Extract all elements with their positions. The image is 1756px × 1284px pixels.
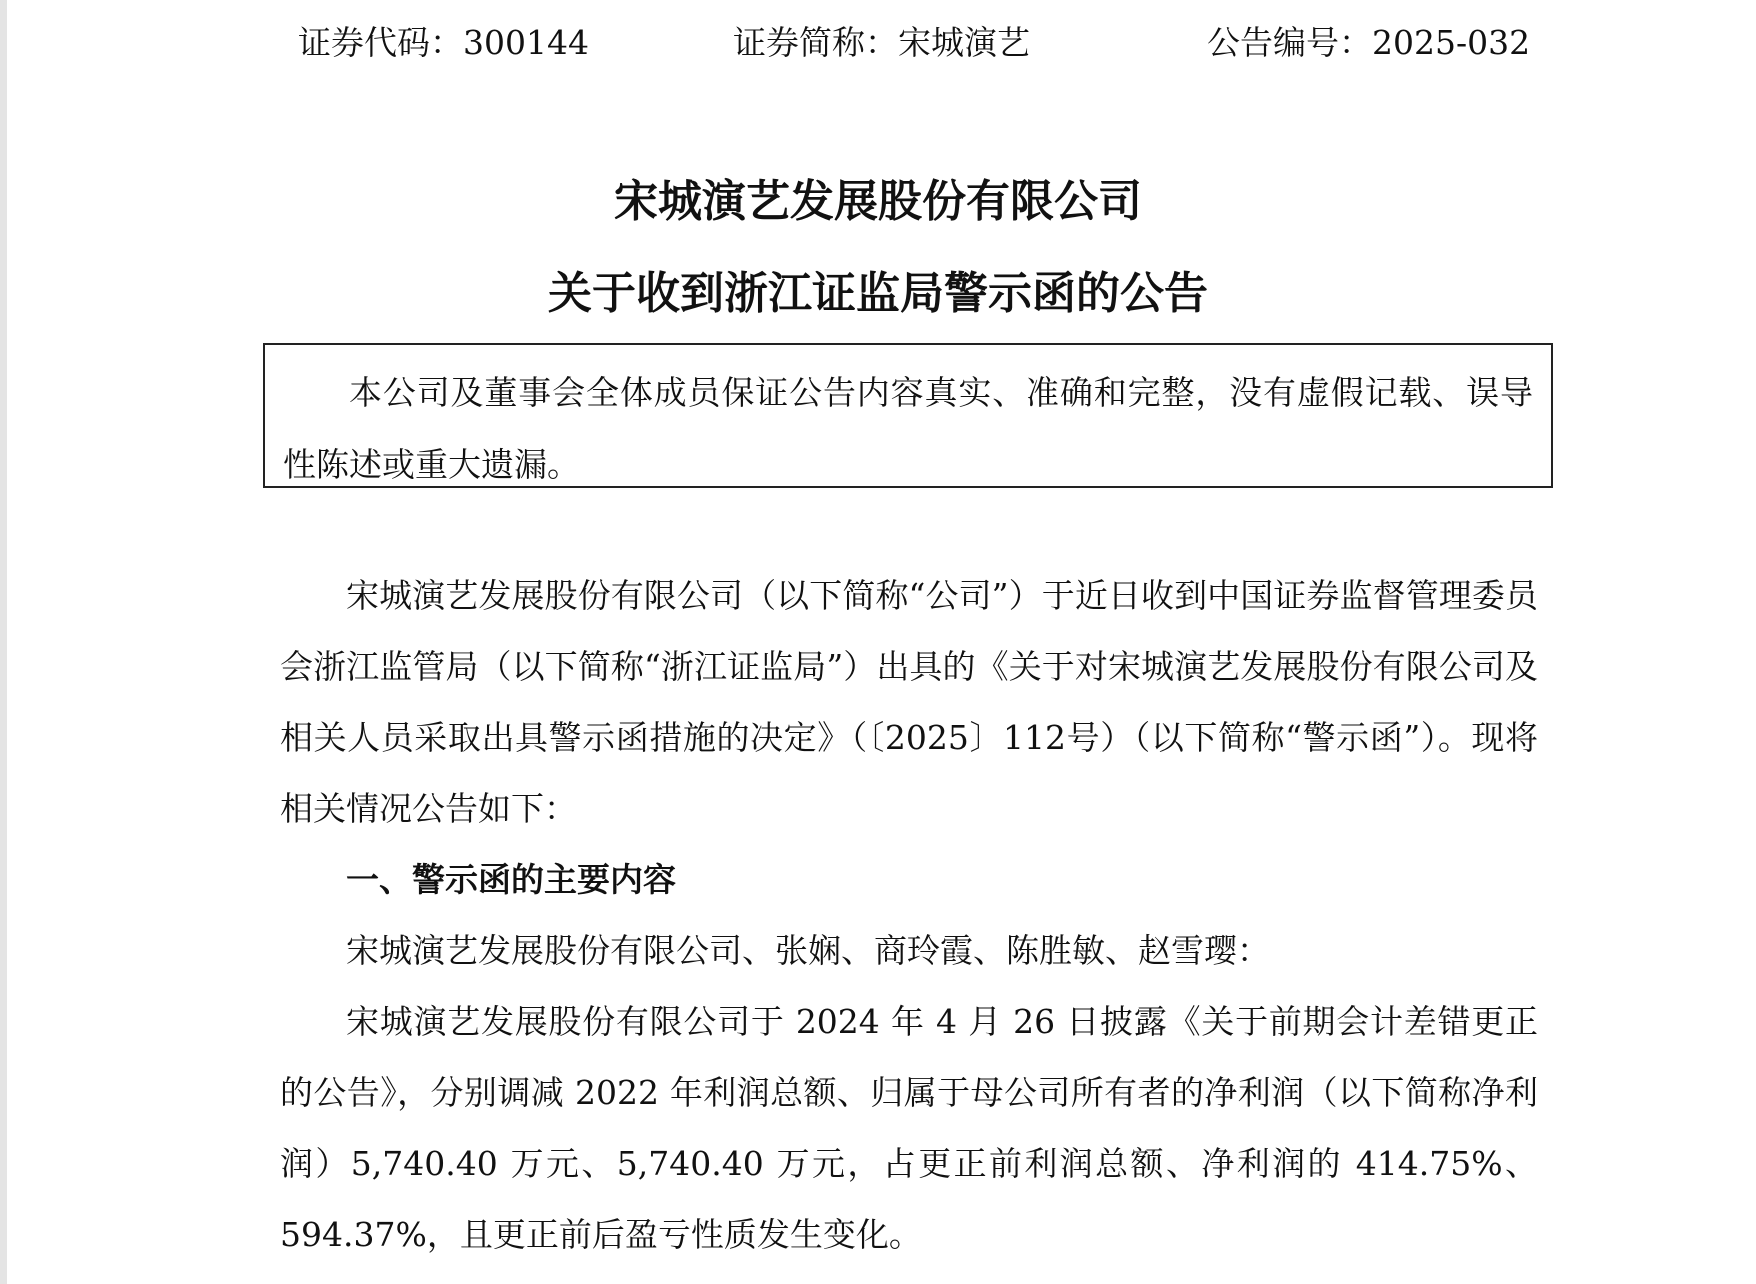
intro-paragraph: 宋城演艺发展股份有限公司（以下简称“公司”）于近日收到中国证券监督管理委员会浙江监管局（以下简称“浙江证监局”）出具的《关于对宋城演艺发展股份有限公司及相关人员采取出具警示函措施的决定》（〔2025〕112号）（以下简称“警示函”）。现将相关情况公告如下： bbox=[280, 576, 1538, 828]
announcement-title: 关于收到浙江证监局警示函的公告 bbox=[548, 268, 1208, 319]
company-title: 宋城演艺发展股份有限公司 bbox=[614, 176, 1142, 227]
stock-code: 证券代码：300144 bbox=[298, 23, 589, 62]
announcement-header bbox=[0, 18, 1756, 68]
announcement-body bbox=[280, 560, 1538, 1270]
board-statement-box: 本公司及董事会全体成员保证公告内容真实、准确和完整，没有虚假记载、误导性陈述或重大遗漏。 bbox=[263, 343, 1553, 488]
section-heading: 一、警示函的主要内容 bbox=[346, 860, 676, 899]
content-paragraph: 宋城演艺发展股份有限公司于 2024 年 4 月 26 日披露《关于前期会计差错更正的公告》，分别调减 2022 年利润总额、归属于母公司所有者的净利润（以下简称净利润）5,740.40 万元、5,740.40 万元，占更正前利润总额、净利润的 414.75%、594.37%，且更正前后盈亏性质发生变化。 bbox=[280, 1002, 1538, 1254]
stock-abbreviation: 证券简称：宋城演艺 bbox=[733, 23, 1030, 62]
addressees-paragraph: 宋城演艺发展股份有限公司、张娴、商玲霞、陈胜敏、赵雪璎： bbox=[346, 931, 1270, 970]
announcement-number: 公告编号：2025-032 bbox=[1207, 23, 1531, 62]
